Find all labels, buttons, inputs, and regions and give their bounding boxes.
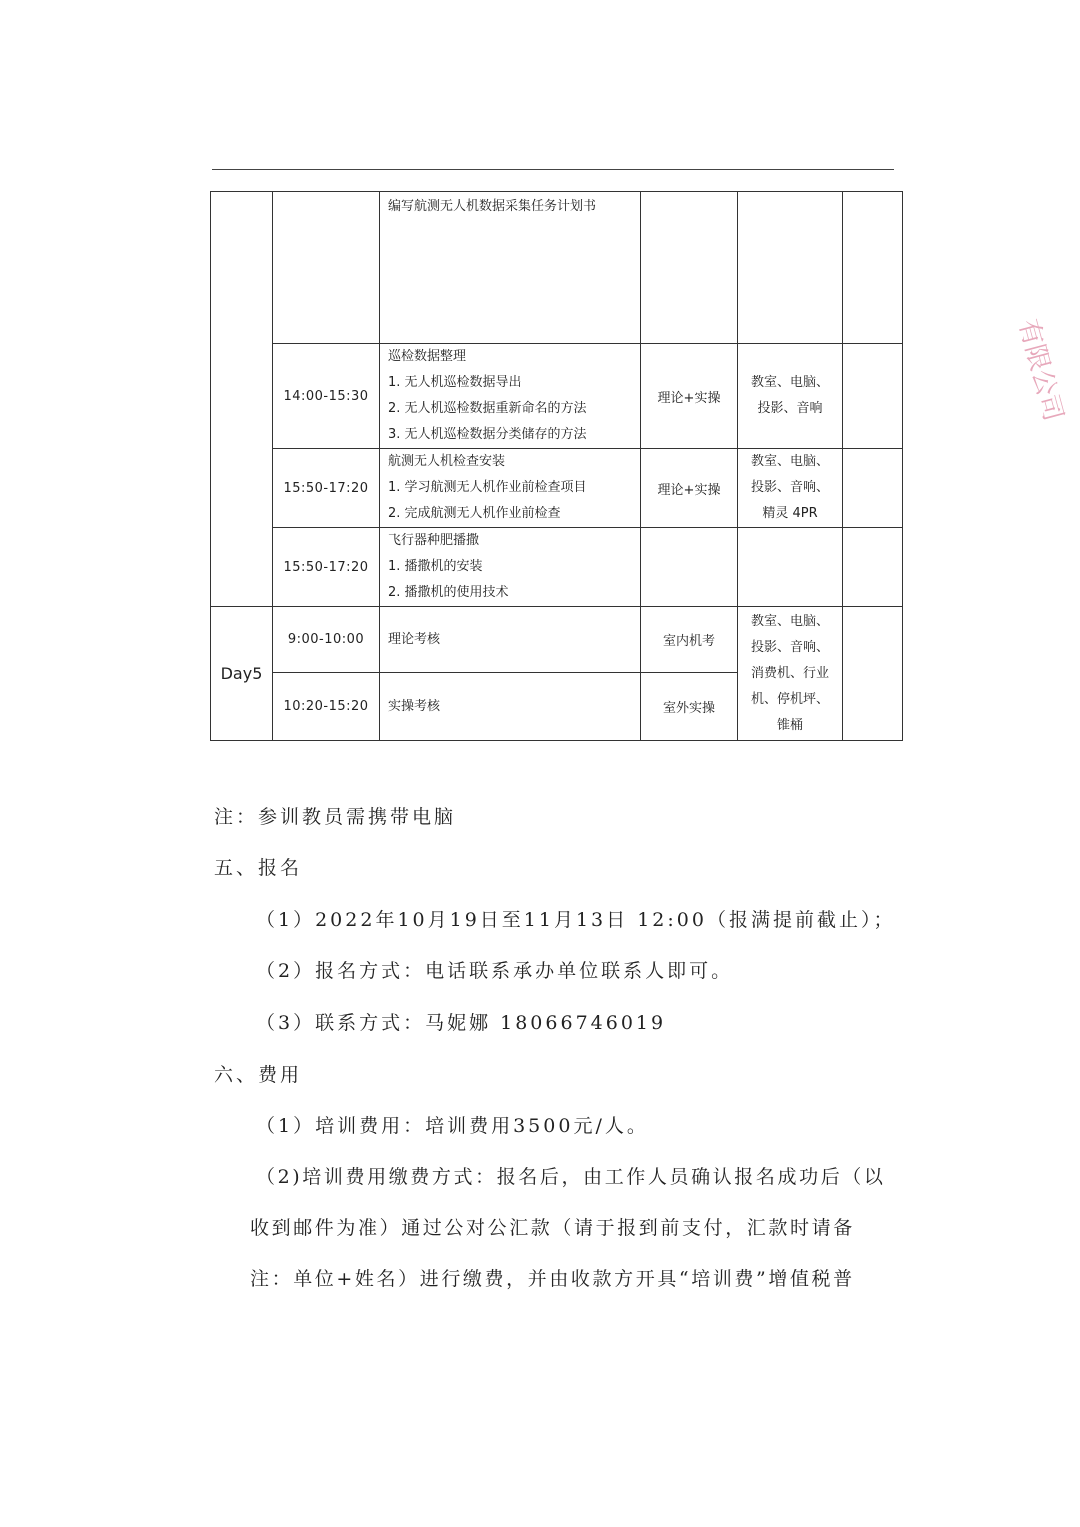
equipment-cell xyxy=(738,344,843,449)
equipment-cell xyxy=(738,449,843,528)
time-cell: 9:00-10:00 xyxy=(273,607,380,673)
table-row xyxy=(211,344,903,449)
content-cell xyxy=(380,192,641,344)
equipment-line: 投影、音响 xyxy=(757,401,823,416)
header-rule xyxy=(212,169,894,170)
content-line: 1. 无人机巡检数据导出 xyxy=(388,375,522,390)
equipment-cell xyxy=(738,192,843,344)
day-label: Day5 xyxy=(211,607,273,741)
content-line: 巡检数据整理 xyxy=(388,349,467,364)
content-cell xyxy=(380,344,641,449)
method-cell: 理论+实操 xyxy=(641,449,738,528)
content-line: 2. 完成航测无人机作业前检查 xyxy=(388,506,561,521)
note-text: 注：参训教员需携带电脑 xyxy=(214,806,457,828)
equipment-line: 消费机、行业 xyxy=(750,665,829,681)
table-row xyxy=(211,449,903,528)
table-row xyxy=(211,528,903,607)
remark-cell xyxy=(843,528,903,607)
table-row xyxy=(211,192,903,344)
content-line: 理论考核 xyxy=(388,631,441,647)
content-line: 实操考核 xyxy=(388,698,441,714)
section5-title: 五、报名 xyxy=(214,857,303,879)
day-cell-empty xyxy=(211,192,273,607)
section5-item: （1）2022年10月19日至11月13日 12:00（报满提前截止）； xyxy=(256,909,896,931)
content-cell xyxy=(380,607,641,673)
method-cell: 室外实操 xyxy=(641,673,738,741)
section6-title: 六、费用 xyxy=(214,1064,303,1086)
equipment-cell xyxy=(738,607,843,741)
section5-item: （2）报名方式：电话联系承办单位联系人即可。 xyxy=(256,960,734,982)
content-cell xyxy=(380,449,641,528)
time-cell: 14:00-15:30 xyxy=(273,344,380,449)
equipment-line: 锥桶 xyxy=(776,717,803,733)
table-row xyxy=(211,607,903,673)
content-line: 1. 播撒机的安装 xyxy=(388,559,483,574)
content-line: 1. 学习航测无人机作业前检查项目 xyxy=(388,480,587,495)
equipment-line: 机、停机坪、 xyxy=(750,691,829,707)
method-cell: 理论+实操 xyxy=(641,344,738,449)
time-cell: 15:50-17:20 xyxy=(273,449,380,528)
content-line: 3. 无人机巡检数据分类储存的方法 xyxy=(388,427,587,442)
equipment-line: 教室、电脑、 xyxy=(750,454,829,469)
equipment-line: 教室、电脑、 xyxy=(750,375,829,390)
section6-item: （1）培训费用：培训费用3500元/人。 xyxy=(256,1115,649,1137)
content-cell xyxy=(380,673,641,741)
method-cell: 室内机考 xyxy=(641,607,738,673)
equipment-line: 精灵 4PR xyxy=(762,506,818,521)
time-cell xyxy=(273,192,380,344)
remark-cell xyxy=(843,607,903,741)
content-line: 飞行器种肥播撒 xyxy=(388,533,480,548)
time-cell: 15:50-17:20 xyxy=(273,528,380,607)
content-line: 编写航测无人机数据采集任务计划书 xyxy=(388,199,597,214)
equipment-line: 投影、音响、 xyxy=(750,480,829,495)
content-line: 2. 播撒机的使用技术 xyxy=(388,585,509,600)
time-cell: 10:20-15:20 xyxy=(273,673,380,741)
section6-item: 注：单位+姓名）进行缴费，并由收款方开具“培训费”增值税普 xyxy=(250,1268,855,1290)
schedule-table xyxy=(210,191,903,741)
equipment-line: 投影、音响、 xyxy=(750,639,829,655)
equipment-cell xyxy=(738,528,843,607)
equipment-line: 教室、电脑、 xyxy=(750,613,829,629)
content-cell xyxy=(380,528,641,607)
remark-cell xyxy=(843,449,903,528)
section6-item: （2)培训费用缴费方式：报名后，由工作人员确认报名成功后（以 xyxy=(256,1166,886,1188)
content-line: 2. 无人机巡检数据重新命名的方法 xyxy=(388,401,587,416)
section5-item: （3）联系方式：马妮娜 18066746019 xyxy=(256,1012,667,1034)
method-cell xyxy=(641,528,738,607)
remark-cell xyxy=(843,344,903,449)
section6-item: 收到邮件为准）通过公对公汇款（请于报到前支付，汇款时请备 xyxy=(250,1217,855,1239)
content-line: 航测无人机检查安装 xyxy=(388,454,506,469)
method-cell xyxy=(641,192,738,344)
company-seal-stamp: 有限公司 xyxy=(1012,316,1069,425)
remark-cell xyxy=(843,192,903,344)
